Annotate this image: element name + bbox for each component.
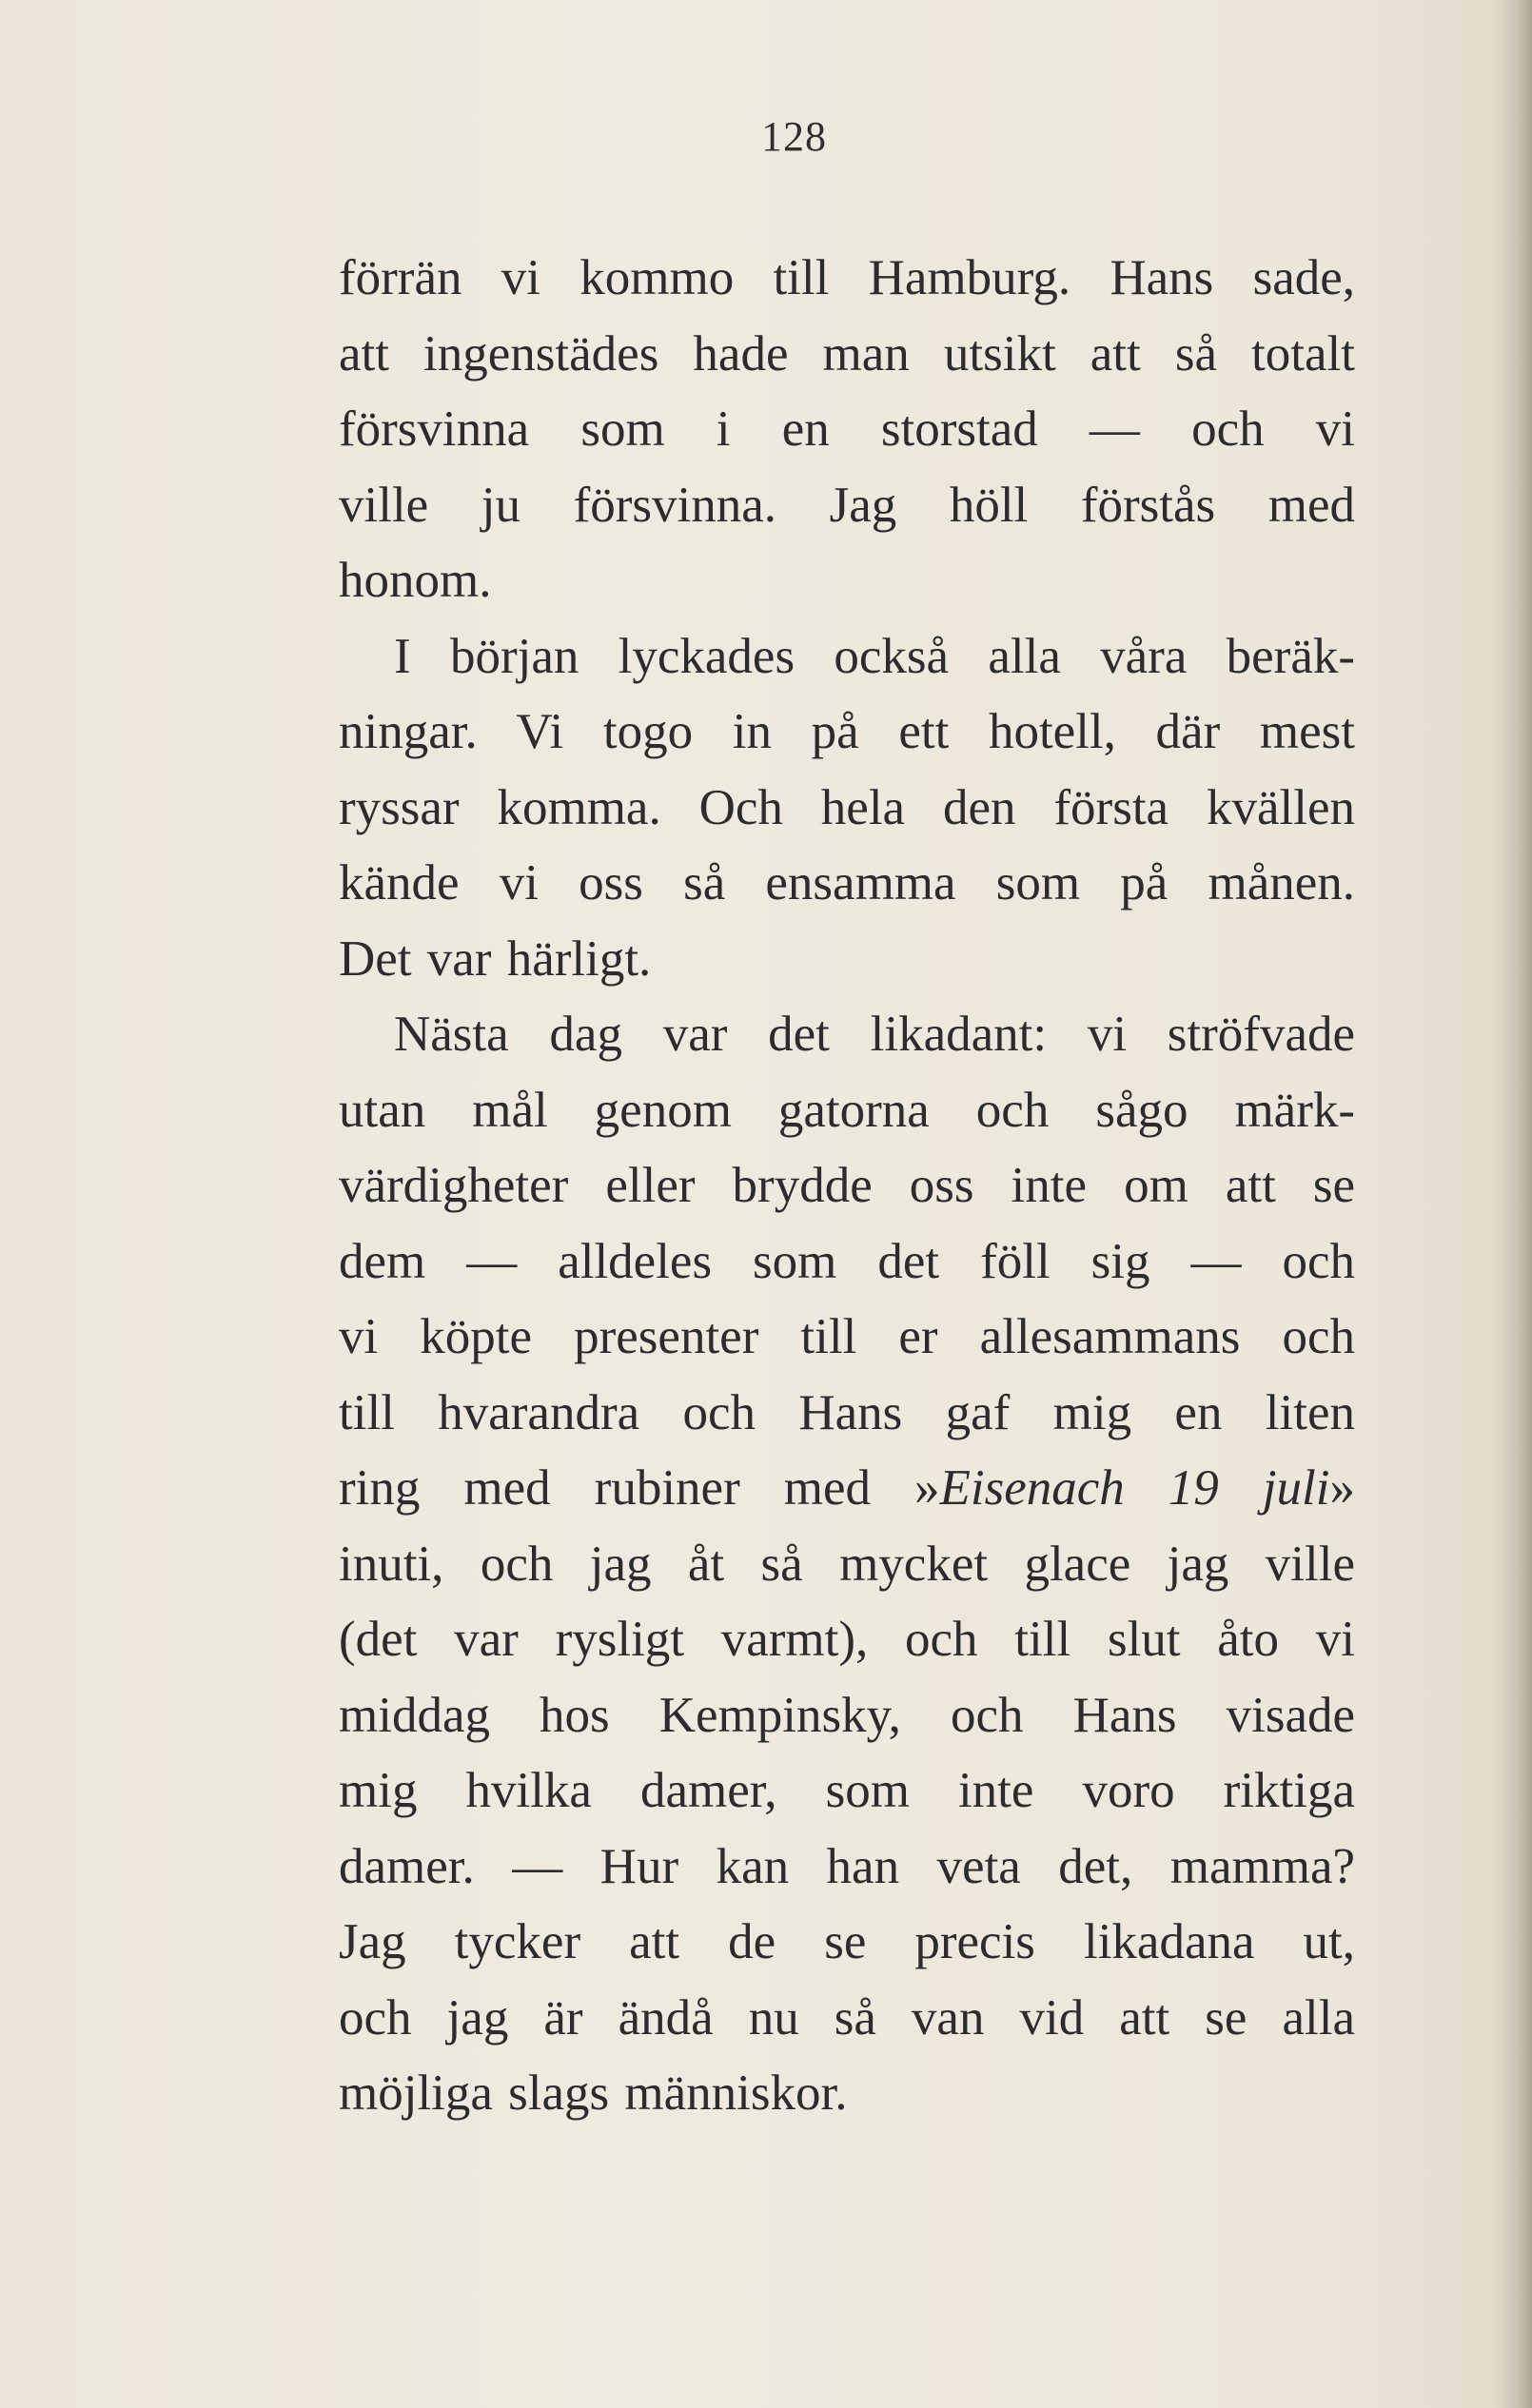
text-line: mig hvilka damer, som inte voro riktiga [339, 1763, 1355, 1818]
page-edge-shadow [1496, 0, 1532, 2408]
italic-inscription: Eisenach 19 juli [939, 1460, 1330, 1516]
text-line: utan mål genom gatorna och sågo märk- [339, 1082, 1355, 1138]
text-line: ville ju försvinna. Jag höll förstås med [339, 477, 1355, 533]
text-line: förrän vi kommo till Hamburg. Hans sade, [339, 250, 1355, 305]
text-line: honom. [339, 553, 492, 608]
text-line: (det var rysligt varmt), och till slut åto vi [339, 1612, 1355, 1667]
text-line: möjliga slags människor. [339, 2065, 848, 2121]
text-line: vi köpte presenter till er allesammans och [339, 1309, 1355, 1364]
text-line: värdigheter eller brydde oss inte om att se [339, 1158, 1355, 1213]
text-line-with-italic [339, 1451, 1355, 1527]
text-line: försvinna som i en storstad — och vi [339, 401, 1355, 457]
text-line: Jag tycker att de se precis likadana ut, [339, 1914, 1355, 1969]
text-line: ryssar komma. Och hela den första kvällen [339, 779, 1355, 835]
text-line: I början lyckades också alla våra beräk- [394, 628, 1355, 684]
text-segment: ring med rubiner med » [339, 1460, 940, 1516]
body-text [339, 241, 1355, 2132]
page-number: 128 [761, 113, 827, 160]
text-segment: » [1329, 1460, 1355, 1516]
text-line: Nästa dag var det likadant: vi ströfvade [394, 1007, 1355, 1062]
text-line: till hvarandra och Hans gaf mig en liten [339, 1384, 1355, 1440]
text-line: dem — alldeles som det föll sig — och [339, 1233, 1355, 1289]
text-line: inuti, och jag åt så mycket glace jag ville [339, 1536, 1355, 1592]
text-line: att ingenstädes hade man utsikt att så totalt [339, 325, 1355, 382]
text-line: damer. — Hur kan han veta det, mamma? [339, 1838, 1355, 1894]
text-line: ningar. Vi togo in på ett hotell, där mest [339, 704, 1355, 759]
text-line: middag hos Kempinsky, och Hans visade [339, 1687, 1355, 1743]
text-line: och jag är ändå nu så van vid att se alla [339, 1989, 1355, 2046]
text-line: kände vi oss så ensamma som på månen. [339, 855, 1355, 910]
text-line: Det var härligt. [339, 930, 652, 987]
